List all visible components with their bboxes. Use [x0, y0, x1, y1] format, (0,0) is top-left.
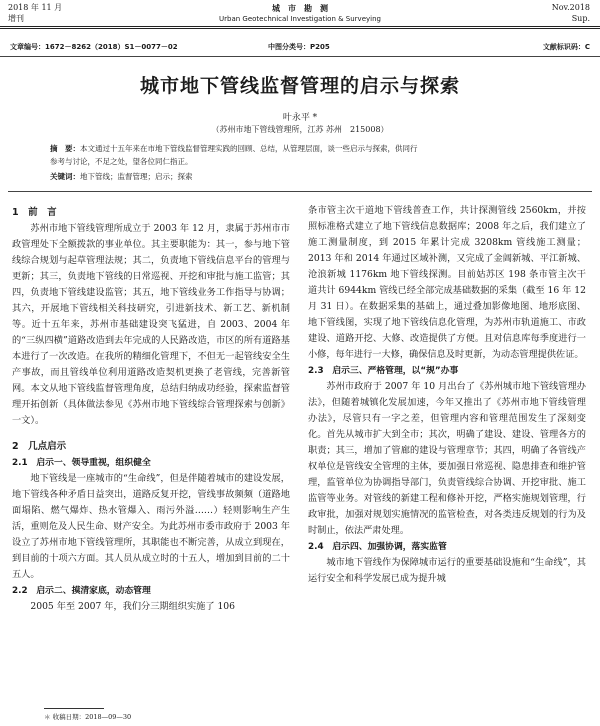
right-column	[308, 203, 586, 587]
abstract-line-1: 本文通过十五年来在市地下管线监督管理实践的回顾、总结，从管理层面，谈一些启示与探索，供同行	[80, 144, 418, 153]
section-2-1-heading: 2.1 启示一、领导重视，组织健全	[12, 458, 151, 468]
clc-number: 中图分类号：P205	[268, 43, 330, 51]
section-2-2-paragraph: 2005 年至 2007 年，我们分三期组织实施了 106	[30, 601, 235, 612]
header-date-en: Nov.2018	[551, 3, 590, 12]
article-number: 文章编号：1672－8262（2018）S1－0077－02	[10, 43, 178, 51]
abstract	[50, 142, 580, 155]
section-2-3-paragraph: 苏州市政府于 2007 年 10 月出台了《苏州城市地下管线管理办法》，但随着城镇化发展加速，今年又推出了《苏州市地下管线管理办法》，尽管只有一字之差，但管理内容和管理范围发生了深刻变化。首先从城市扩大到全市；其次，明确了建设、建设、管理各方的职责；其三，增加了管廊的建设与管理章节；其四，明确了各管线产权单位是管线安全管理的主体，要加强日常巡视、隐患排查和维护管理，监管单位为协调指导部门，负责管线综合协调、开挖审批、施工监管等业务。对管线的新建工程和修补开挖，严格实施规划管理，行政审批，加强对规划实施情况的监管检查，对各类违反规划的行为及时制止，依法严肃处理。	[308, 381, 586, 536]
section-1-heading: 1 前 言	[12, 207, 57, 218]
abstract-rule	[8, 191, 592, 192]
affiliation: （苏州市地下管线管理所，江苏 苏州 215008）	[211, 125, 389, 134]
section-2-4-paragraph: 城市地下管线作为保障城市运行的重要基础设施和“生命线”，其运行安全和科学发展已成为提升城	[308, 557, 586, 584]
footnote-rule	[44, 708, 104, 709]
keywords-text: 地下管线；监督管理；启示；探索	[80, 172, 193, 181]
left-column	[12, 203, 290, 615]
abstract-line-2: 参考与讨论，不足之处，望各位同仁指正。	[50, 157, 193, 166]
header-journal-cn: 城 市 勘 测	[272, 3, 328, 13]
section-2-heading: 2 几点启示	[12, 441, 67, 452]
section-2-4-heading: 2.4 启示四、加强协调，落实监管	[308, 542, 447, 552]
header-supplement-en: Sup.	[571, 14, 590, 23]
section-2-3-heading: 2.3 启示三、严格管理，以“规”办事	[308, 366, 459, 376]
keywords-label: 关键词：	[50, 172, 80, 181]
article-title: 城市地下管线监督管理的启示与探索	[139, 75, 460, 97]
header-rule	[0, 26, 600, 27]
header-journal-en: Urban Geotechnical Investigation & Surveying	[219, 15, 381, 23]
section-2-1-paragraph: 地下管线是一座城市的“生命线”，但是伴随着城市的建设发展，地下管线各种矛盾日益突出，道路反复开挖，管线事故频频（道路地面塌陷、燃气爆炸、热水管爆入、雨污外溢……）轻则影响生产生活，重则危及人民生命、财产安全。为此苏州市委市政府于 2003 年设立了苏州市地下管线管理所，其职能也不断完善，从成立到现在，到目前的十项六方面。其人员从成立时的十五人，增加到目前的二十五人。	[12, 473, 290, 580]
keywords	[50, 170, 580, 183]
right-paragraph-1: 条市管主次干道地下管线普查工作，共计探测管线 2560km，并按照标准格式建立了地下管线信息数据库；2008 年之后，我们建立了施工测量制度，到 2015 年累计完成 3208km 管线施工测量；2013 年和 2014 年通过区域补测，又完成了金阊新城、平江新城、沧浪新城 1176km 地下管线探测。目前姑苏区 198 条市管主次干道共计 6944km 管线已经全部完成基础数据的采集（截至 16 年 12 月 31 日）。在数据采集的基础上，通过叠加影像地图、地形底图、地下管线图，实现了地下管线信息化管理，为苏州市轨道施工、市政建设、道路开挖、大修、改造提供了方便。且对信息库每季度进行一小修，每年进行一大修，确保信息及时更新，为动态管理提供佐证。	[308, 205, 586, 360]
header-rule-thin	[0, 28, 600, 29]
header-supplement: 增刊	[8, 14, 24, 23]
author: 叶永平 *	[282, 113, 318, 123]
document-code: 文献标识码：C	[542, 43, 590, 51]
footnote: ＊ 收稿日期：2018—09—30	[44, 713, 132, 721]
abstract-label: 摘 要：	[50, 144, 80, 153]
meta-rule	[0, 56, 600, 57]
abstract-cont	[50, 155, 580, 168]
section-1-paragraph: 苏州市地下管线管理所成立于 2003 年 12 月，隶属于苏州市市政管理处下全额拨款的事业单位。其主要职能为：其一，参与地下管线综合规划与起草管理法规；其二，负责地下管线信息平台的管理与更新；其三，负责地下管线的日常巡视、开挖和审批与施工监管；其四，负责地下管线建设监管；其五，地下管线业务工作指导与协调；其六，开展地下管线相关科技研究，引进新技术、新工艺、新机制等。近十五年来，苏州市基础建设突飞猛进，自 2003、2004 年的“三纵四横”道路改造到去年完成的人民路改造，市区的所有道路基本进行了一次改造。在我所的精细化管理下，不但无一起管线安全生产事故，而且管线单位利用道路改造契机更换了老管线，完善新管网。本文从地下管线监督管理角度，总结归纳成功经验，探索监督管理开拓创新（具体做法参见《苏州市地下管线综合管理探索与创新》一文）。	[12, 223, 290, 426]
header-date: 2018 年 11 月	[8, 3, 63, 12]
section-2-2-heading: 2.2 启示二、摸清家底，动态管理	[12, 586, 151, 596]
